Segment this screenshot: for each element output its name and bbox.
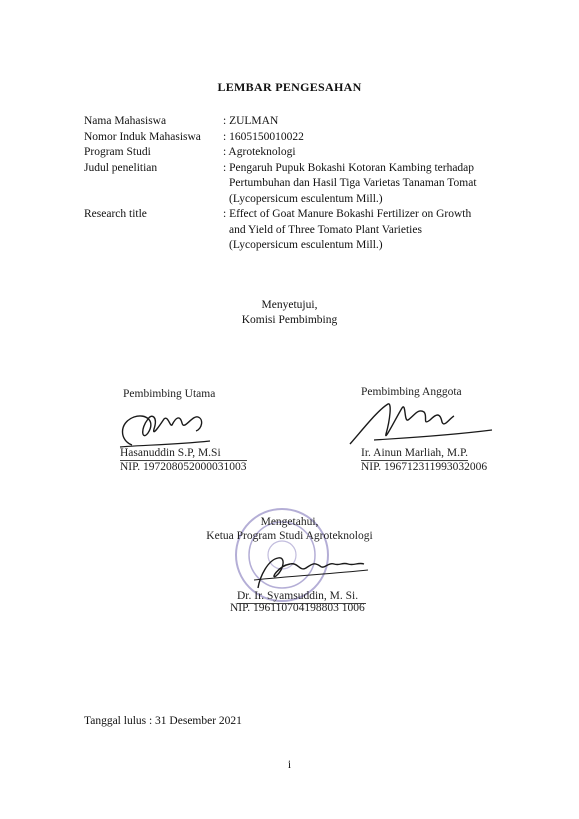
- supervisor-member-nip: NIP. 196712311993032006: [361, 461, 488, 473]
- field-value-line: : Effect of Goat Manure Bokashi Fertilizer on Growth: [223, 208, 472, 220]
- field-label: Nomor Induk Mahasiswa: [84, 130, 201, 143]
- field-value-line: (Lycopersicum esculentum Mill.): [229, 192, 383, 205]
- field-label: Judul penelitian: [84, 161, 158, 174]
- field-label: Nama Mahasiswa: [84, 115, 167, 127]
- field-value: : ZULMAN: [223, 115, 279, 127]
- head-name: Dr. Ir. Syamsuddin, M. Si.: [237, 589, 366, 604]
- supervisor-member-signature: [344, 398, 494, 450]
- approval-line2: Komisi Pembimbing: [241, 314, 338, 326]
- supervisor-main-nip: NIP. 197208052000031003: [120, 461, 247, 473]
- supervisor-main-name: Hasanuddin S.P, M.Si: [120, 446, 247, 461]
- acknowledged-line2: Ketua Program Studi Agroteknologi: [206, 530, 373, 542]
- supervisor-member-name: Ir. Ainun Marliah, M.P.: [361, 447, 469, 459]
- field-value-line: and Yield of Three Tomato Plant Varieties: [229, 223, 422, 236]
- acknowledged-block: [0, 515, 579, 543]
- supervisor-member-role: Pembimbing Anggota: [361, 386, 462, 398]
- head-nip: NIP. 196110704198803 1006: [230, 602, 365, 614]
- field-value: : Agroteknologi: [223, 146, 296, 158]
- document-title: LEMBAR PENGESAHAN: [217, 80, 362, 94]
- field-value: : 1605150010022: [223, 130, 304, 143]
- graduation-date: Tanggal lulus : 31 Desember 2021: [84, 715, 242, 727]
- field-label: Program Studi: [84, 146, 151, 158]
- approval-line1: Menyetujui,: [261, 299, 318, 311]
- supervisor-main-role: Pembimbing Utama: [123, 388, 216, 400]
- field-value-line: (Lycopersicum esculentum Mill.): [229, 239, 383, 251]
- field-value-line: : Pengaruh Pupuk Bokashi Kotoran Kambing terhadap: [223, 161, 475, 174]
- acknowledged-line1: Mengetahui,: [260, 516, 319, 528]
- field-label: Research title: [84, 208, 147, 220]
- field-value-line: Pertumbuhan dan Hasil Tiga Varietas Tanaman Tomat: [229, 177, 477, 189]
- page-number: i: [287, 759, 292, 771]
